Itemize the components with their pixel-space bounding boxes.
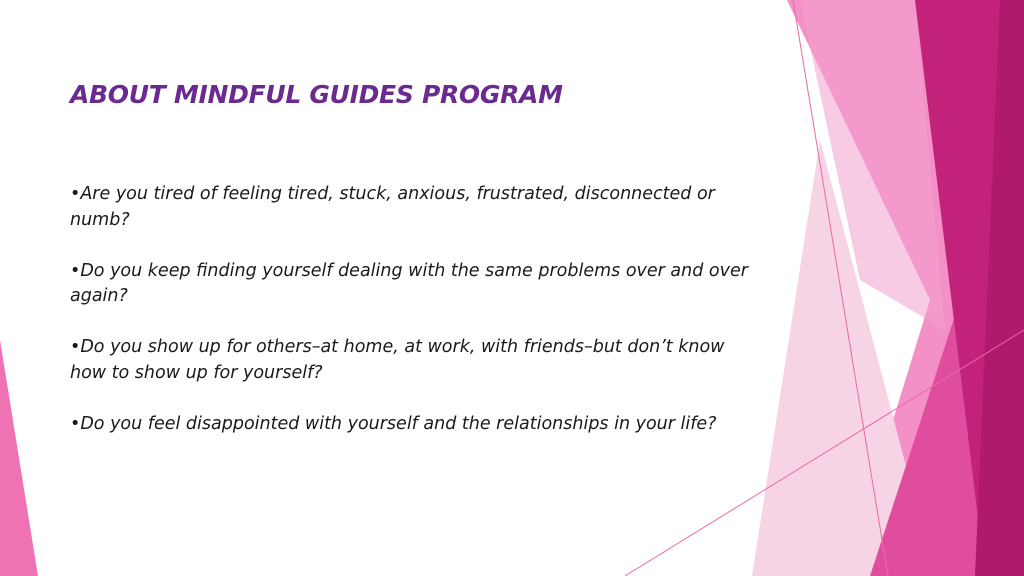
- left-accent-shape: [0, 340, 38, 576]
- list-item: [70, 412, 760, 438]
- list-item: [70, 182, 760, 233]
- bullet-text: Do you keep finding yourself dealing with the same problems over and over again?: [70, 260, 748, 306]
- bullet-text: Do you feel disappointed with yourself and the relationships in your life?: [80, 413, 717, 434]
- bullet-text: Do you show up for others–at home, at work, with friends–but don’t know how to show up for yourself?: [70, 337, 725, 383]
- slide-title: ABOUT MINDFUL GUIDES PROGRAM: [70, 80, 563, 109]
- bullet-marker: •: [70, 260, 81, 281]
- bullet-list: [70, 182, 760, 463]
- bullet-text: Are you tired of feeling tired, stuck, anxious, frustrated, disconnected or numb?: [70, 184, 715, 230]
- list-item: [70, 259, 760, 310]
- bullet-marker: •: [70, 184, 81, 204]
- bullet-marker: •: [70, 413, 81, 434]
- list-item: [70, 335, 760, 386]
- bullet-marker: •: [70, 337, 81, 357]
